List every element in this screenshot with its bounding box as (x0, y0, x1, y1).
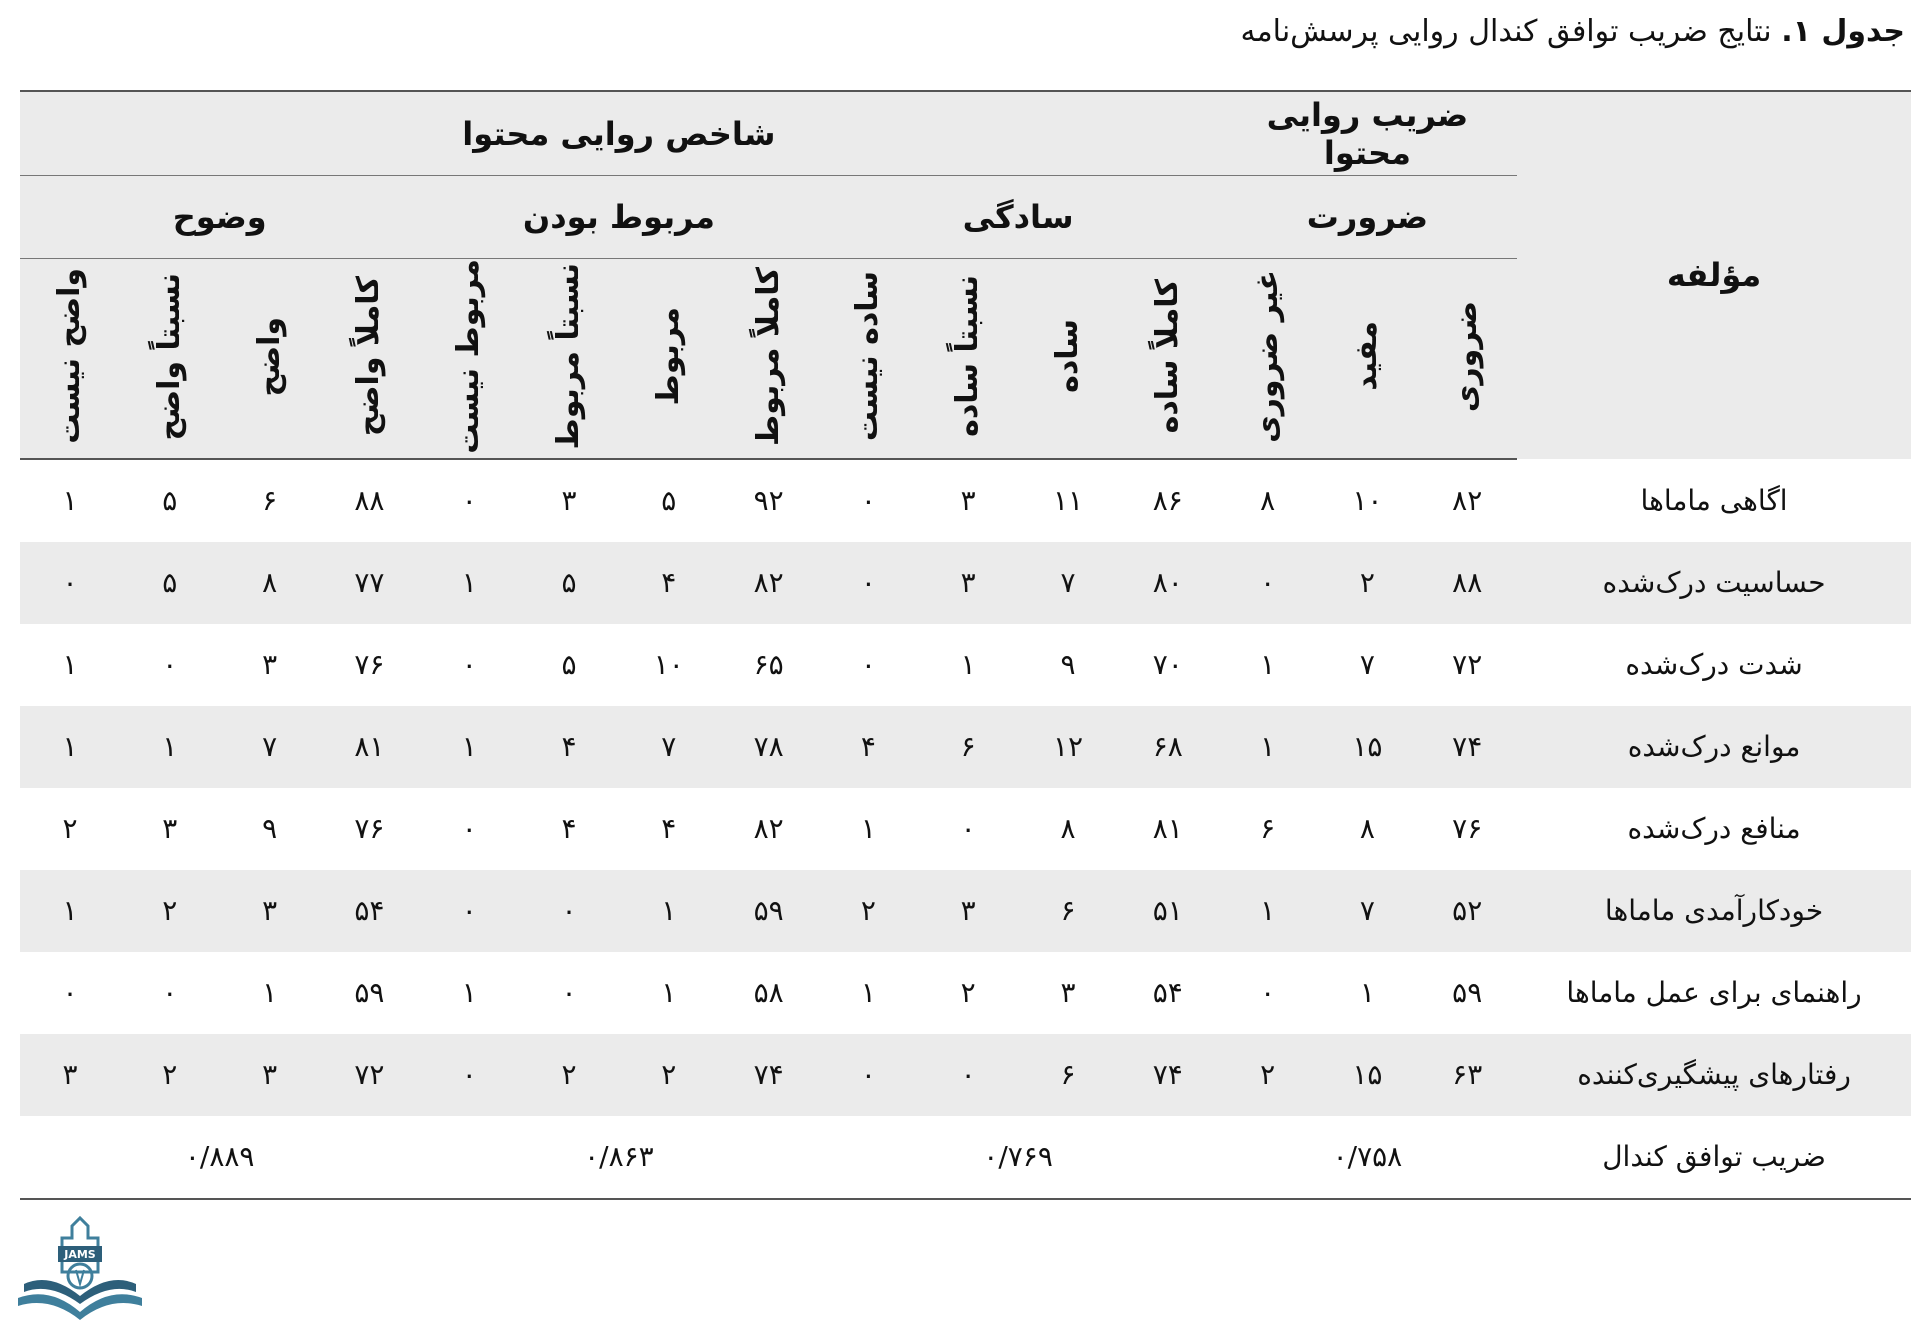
group-header: مربوط بودن (419, 176, 818, 259)
kendall-value: ۰/۸۸۹ (20, 1116, 419, 1199)
svg-text:JAMS: JAMS (64, 1248, 96, 1261)
cvi-title: شاخص روایی محتوا (20, 91, 1218, 176)
table-cell: ۴ (561, 812, 577, 846)
table-body (20, 459, 1911, 1199)
table-cell: ۷۰ (1152, 648, 1183, 682)
table-cell: ۲ (860, 894, 876, 928)
table-cell: ۶۸ (1152, 730, 1183, 764)
table-cell: ۹۲ (753, 484, 784, 518)
table-cell: ۷۷ (354, 566, 385, 600)
table-cell: ۱۲ (1052, 730, 1084, 764)
table-cell: ۸۲ (753, 566, 784, 600)
table-row (20, 459, 1911, 542)
table-cell: ۳ (262, 1058, 278, 1092)
table-cell: ۷ (1359, 648, 1375, 682)
table-row (20, 788, 1911, 870)
kendall-value: ۰/۸۶۳ (419, 1116, 818, 1199)
table-cell: ۷۸ (753, 730, 784, 764)
table-cell: ۶۵ (753, 648, 784, 682)
table-cell: ۸۱ (354, 730, 385, 764)
caption-text: نتایج ضریب توافق کندال روایی پرسش‌نامه (1240, 14, 1772, 49)
table-cell: ۵۲ (1452, 894, 1483, 928)
column-header (120, 259, 220, 459)
table-cell: ۷۲ (354, 1058, 385, 1092)
table-cell: ۶ (1260, 812, 1276, 846)
table-row (20, 542, 1911, 624)
table-cell: ۳ (162, 812, 178, 846)
table-cell: ۶ (960, 730, 976, 764)
table-cell: ۵ (661, 484, 677, 518)
table-cell: ۵۸ (753, 976, 784, 1010)
kendall-value: ۰/۷۵۸ (1218, 1116, 1517, 1199)
group-header: ضرورت (1218, 176, 1517, 259)
table-cell: ۱ (1359, 976, 1375, 1010)
table-cell: ۲ (661, 1058, 677, 1092)
table-cell: ۵۹ (1452, 976, 1483, 1010)
table-cell: ۱ (62, 894, 78, 928)
column-header-label: ساده (1049, 319, 1085, 394)
group-header: وضوح (20, 176, 419, 259)
table-cell: ۱ (461, 566, 477, 600)
table-cell: ۸ (1260, 484, 1276, 518)
table-cell: ۳ (262, 894, 278, 928)
column-header-label: غیر ضروری (1249, 269, 1285, 443)
table-cell: ۸۰ (1152, 566, 1183, 600)
caption-label: جدول ۱. (1781, 14, 1905, 49)
table-cell: ۸ (1359, 812, 1375, 846)
table-cell: ۰ (62, 566, 78, 600)
table-cell: ۴ (661, 566, 677, 600)
table-cell: ۷۶ (354, 812, 385, 846)
row-label: خودکارآمدی ماماها (1604, 894, 1824, 928)
kendall-table (20, 90, 1911, 1200)
table-cell: ۷۶ (354, 648, 385, 682)
table-cell: ۴ (860, 730, 876, 764)
row-label: حساسیت درک‌شده (1602, 566, 1826, 600)
table-cell: ۱ (162, 730, 178, 764)
table-cell: ۱ (1260, 648, 1276, 682)
table-cell: ۵۱ (1152, 894, 1183, 928)
table-cell: ۰ (162, 648, 178, 682)
table-cell: ۱ (860, 812, 876, 846)
table-cell: ۷۴ (1152, 1058, 1183, 1092)
table-cell: ۱ (62, 648, 78, 682)
table-cell: ۱۰ (653, 648, 684, 682)
column-header-label: ساده نیست (850, 271, 886, 442)
column-header-label: کاملاً ساده (1149, 279, 1185, 434)
row-label: رفتارهای پیشگیری‌کننده (1577, 1058, 1851, 1092)
table-cell: ۴ (561, 730, 577, 764)
table-row (20, 952, 1911, 1034)
table-cell: ۰ (960, 1058, 976, 1092)
table-cell: ۰ (461, 894, 477, 928)
table-cell: ۶ (1060, 894, 1076, 928)
table-cell: ۷ (1060, 566, 1076, 600)
table-cell: ۰ (1260, 566, 1276, 600)
table-cell: ۰ (561, 894, 577, 928)
kendall-row (20, 1116, 1911, 1199)
table-cell: ۲ (162, 1058, 178, 1092)
table-cell: ۸۱ (1152, 812, 1183, 846)
column-header (719, 259, 819, 459)
table-cell: ۶ (1060, 1058, 1076, 1092)
column-header (619, 259, 719, 459)
column-header (1218, 259, 1318, 459)
table-cell: ۸۲ (1452, 484, 1483, 518)
table-cell: ۱ (461, 976, 477, 1010)
table-cell: ۰ (62, 976, 78, 1010)
table-row (20, 706, 1911, 788)
table-cell: ۳ (262, 648, 278, 682)
column-header-label: کاملاً مربوط (750, 266, 786, 446)
table-cell: ۰ (162, 976, 178, 1010)
row-label: شدت درک‌شده (1625, 648, 1803, 682)
table-cell: ۵ (561, 566, 577, 600)
row-label: اگاهی ماماها (1640, 483, 1788, 517)
table-cell: ۰ (860, 648, 876, 682)
table-cell: ۰ (1260, 976, 1276, 1010)
table-cell: ۳ (960, 894, 976, 928)
table-cell: ۸۲ (753, 812, 784, 846)
table-cell: ۱۰ (1352, 484, 1383, 518)
table-cell: ۷ (661, 730, 677, 764)
row-label: راهنمای برای عمل ماماها (1566, 976, 1862, 1010)
table-cell: ۰ (461, 484, 477, 518)
table-cell: ۶۳ (1452, 1058, 1483, 1092)
kendall-label: ضریب توافق کندال (1517, 1116, 1911, 1199)
table-cell: ۹ (262, 812, 278, 846)
row-label-header: مؤلفه (1517, 91, 1911, 459)
table-cell: ۱ (62, 484, 78, 518)
table-cell: ۱ (1260, 894, 1276, 928)
column-header-label: مربوط (650, 307, 686, 406)
table-caption (1241, 14, 1905, 49)
table-cell: ۳ (561, 484, 577, 518)
table-cell: ۲ (960, 976, 976, 1010)
table-cell: ۹ (1060, 648, 1076, 682)
table-cell: ۲ (162, 894, 178, 928)
table-cell: ۳ (960, 484, 976, 518)
row-label: موانع درک‌شده (1627, 730, 1801, 764)
table-cell: ۵۴ (354, 894, 385, 928)
table-cell: ۱ (62, 730, 78, 764)
table-cell: ۲ (62, 812, 78, 846)
table-cell: ۱ (661, 894, 677, 928)
column-header (1018, 259, 1118, 459)
table-cell: ۲ (1359, 566, 1375, 600)
table-cell: ۰ (860, 566, 876, 600)
column-header-label: نسبتاً واضح (151, 272, 187, 441)
column-header (819, 259, 919, 459)
column-header (1118, 259, 1218, 459)
table-cell: ۷ (1359, 894, 1375, 928)
table-cell: ۱ (461, 730, 477, 764)
column-header (20, 259, 120, 459)
column-header (918, 259, 1018, 459)
jams-logo (14, 1212, 146, 1322)
table-row (20, 870, 1911, 952)
kendall-value: ۰/۷۶۹ (819, 1116, 1218, 1199)
column-header-label: کاملاً واضح (351, 276, 387, 437)
table-cell: ۳ (960, 566, 976, 600)
column-header-label: واضح (251, 316, 287, 397)
table-cell: ۱۵ (1352, 730, 1383, 764)
table-row (20, 624, 1911, 706)
table-cell: ۱ (860, 976, 876, 1010)
row-label: منافع درک‌شده (1627, 812, 1801, 846)
column-header-label: نسبتاً ساده (950, 275, 986, 438)
table-cell: ۶ (262, 484, 278, 518)
table-cell: ۰ (461, 648, 477, 682)
table-cell: ۵ (162, 484, 178, 518)
table-cell: ۱۱ (1052, 484, 1084, 518)
table-cell: ۱ (262, 976, 278, 1010)
table-cell: ۱ (1260, 730, 1276, 764)
table-cell: ۸ (1060, 812, 1076, 846)
table-cell: ۵۴ (1152, 976, 1183, 1010)
table-cell: ۴ (661, 812, 677, 846)
column-header-label: مفید (1349, 321, 1385, 392)
table-cell: ۵۹ (354, 976, 385, 1010)
table-cell: ۱ (960, 648, 976, 682)
table-cell: ۱۵ (1352, 1058, 1383, 1092)
column-header-label: مربوط نیست (451, 259, 487, 454)
table-cell: ۰ (461, 1058, 477, 1092)
table-cell: ۷۴ (1452, 730, 1483, 764)
column-header (519, 259, 619, 459)
table-cell: ۰ (461, 812, 477, 846)
table-cell: ۷ (262, 730, 278, 764)
table-cell: ۰ (960, 812, 976, 846)
table-cell: ۵ (561, 648, 577, 682)
column-header (1318, 259, 1418, 459)
table-cell: ۱ (661, 976, 677, 1010)
table-cell: ۵ (162, 566, 178, 600)
column-header (320, 259, 420, 459)
table-cell: ۰ (860, 1058, 876, 1092)
table-cell: ۵۹ (753, 894, 784, 928)
table-cell: ۸ (262, 566, 278, 600)
table-cell: ۸۸ (354, 484, 385, 518)
table-cell: ۸۸ (1452, 566, 1483, 600)
column-header-label: واضح نیست (51, 268, 87, 445)
table-cell: ۷۴ (753, 1058, 784, 1092)
table-cell: ۳ (62, 1058, 78, 1092)
column-header (1417, 259, 1517, 459)
table-cell: ۲ (1260, 1058, 1276, 1092)
column-header-label: نسبتاً مربوط (551, 263, 586, 450)
column-header-label: ضروری (1449, 300, 1485, 412)
table-cell: ۲ (561, 1058, 577, 1092)
table-cell: ۷۲ (1452, 648, 1483, 682)
column-header (220, 259, 320, 459)
table-header (20, 91, 1911, 459)
group-header: سادگی (819, 176, 1218, 259)
cvr-title: ضریب روایی محتوا (1218, 91, 1517, 176)
column-header (419, 259, 519, 459)
table-cell: ۰ (561, 976, 577, 1010)
table-cell: ۰ (860, 484, 876, 518)
table-row (20, 1034, 1911, 1116)
table-cell: ۳ (1060, 976, 1076, 1010)
table-cell: ۷۶ (1452, 812, 1483, 846)
table-cell: ۸۶ (1152, 484, 1183, 518)
